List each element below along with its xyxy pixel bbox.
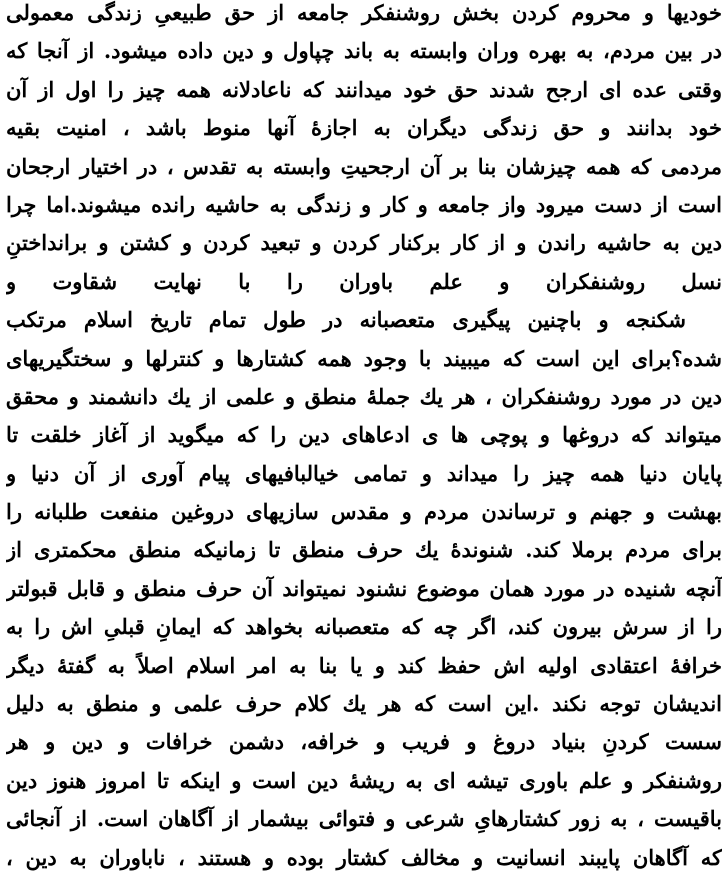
text-line: خودیها و محروم کردن بخش روشنفکر جامعه از حق طبیعیِ زندگی معمولی [6, 0, 722, 25]
text-line: اندیشان توجه نکند .این است که هر یك کلام حرف علمی و منطق به دلیل [6, 691, 722, 717]
text-line: خود بدانند و حق زندگی دیگران به اجازهٔ آنها منوط باشد ، امنیت بقیه [6, 115, 722, 141]
text-line: خرافهٔ اعتقادی اولیه اش حفظ کند و یا بنا به امر اسلام اصلاً به گفتهٔ دیگر [6, 652, 722, 678]
text-line: شده؟برای این است که میبیند با وجود همه کشتارها و کنترلها و سختگیریهای [6, 345, 722, 371]
text-line: دین در مورد روشنفکران ، هر یك جملهٔ منطق و علمی از یك دانشمند و محقق [6, 383, 722, 409]
text-line: بهشت و جهنم و ترساندن مردم و مقدس سازیهای دروغین منفعت طلبانه را [6, 499, 722, 525]
text-line: را از سرش بیرون کند، اگر چه که متعصبانه بخواهد که ایمانِ قبلیِ اش را به [6, 614, 722, 640]
text-line: آنچه شنیده در مورد همان موضوع نشنود نمیتواند آن حرف منطق و قابل قبولتر [6, 575, 722, 601]
text-line: باقیست ، به زور کشتارهایِ شرعی و فتوائی بیشمار از آگاهان است. از آنجائی [6, 806, 722, 832]
text-line: در بین مردم، به بهره وران وابسته به باند چپاول و دین داده میشود. از آنجا که [6, 38, 722, 64]
text-line: نسل روشنفکران و علم باوران را با نهایت شقاوت و [6, 268, 722, 294]
text-line: دین به حاشیه راندن و از کار برکنار کردن و تبعید کردن و کشتن و برانداختنِ [6, 230, 722, 256]
text-line: است از دست میرود واز جامعه و کار و زندگی به حاشیه رانده میشوند.اما چرا [6, 191, 722, 217]
text-line: مردمی که همه چیزشان بنا بر آن ارجحیتِ وابسته به تقدس ، در اختیار ارجحان [6, 153, 722, 179]
text-line: برای مردم برملا کند. شنوندهٔ یك حرف منطق تا زمانیکه منطق محکمتری از [6, 537, 722, 563]
text-line-indented: شکنجه و باچنین پیگیری متعصبانه در طول تمام تاریخ اسلام مرتکب [6, 307, 686, 333]
text-line: سست کردنِ بنیاد دروغ و فریب و خرافه، دشمن خرافات و دین و هر [6, 729, 722, 755]
text-line: پایان دنیا همه چیز را میداند و تمامی خیالبافیهای پیام آوری از آن دنیا و [6, 460, 722, 486]
text-line: میتواند که دروغها و پوچی ها ی ادعاهای دین را که میگوید از آغاز خلقت تا [6, 422, 722, 448]
text-line: که آگاهان پایبند انسانیت و مخالف کشتار بوده و هستند ، ناباوران به دین ، [6, 844, 722, 870]
text-line: وقتی عده ای ارجح شدند حق خود میدانند که ناعادلانه همه چیز را اول از آن [6, 76, 722, 102]
body-text [6, 0, 722, 877]
text-line: روشنفکر و علم باوری تیشه ای به ریشهٔ دین است و اینکه تا امروز هنوز دین [6, 767, 722, 793]
